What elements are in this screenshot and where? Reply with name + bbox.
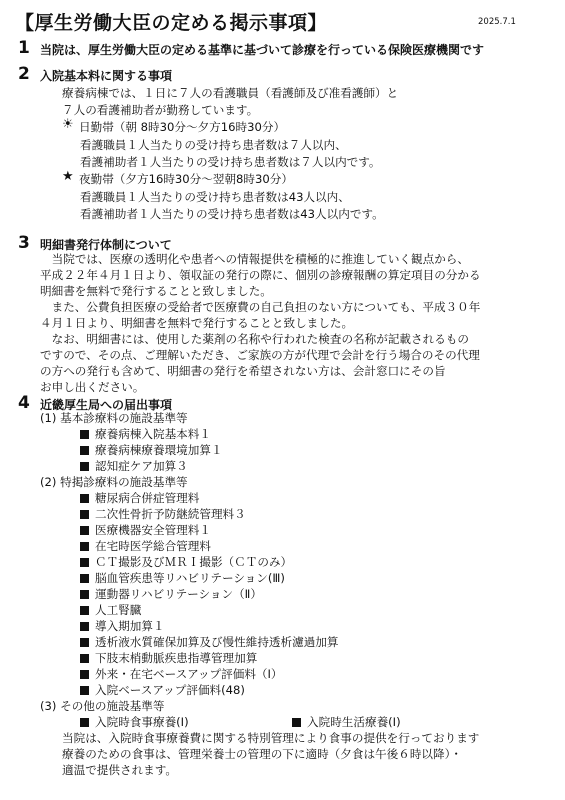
- day-shift-heading: 日勤帯（朝 8時30分～夕方16時30分）: [79, 120, 286, 134]
- square-bullet-icon: [80, 638, 89, 647]
- night-shift-line-2: 看護補助者１人当たりの受け持ち患者数は43人以内です。: [80, 207, 384, 221]
- section-2-title: 入院基本料に関する事項: [40, 69, 173, 83]
- square-bullet-icon: [80, 654, 89, 663]
- square-bullet-icon: [80, 670, 89, 679]
- square-bullet-icon: [80, 510, 89, 519]
- list-item: 療養病棟入院基本料１: [80, 426, 223, 442]
- square-bullet-icon: [80, 574, 89, 583]
- list-item: ＣＴ撮影及びＭＲＩ撮影（ＣＴのみ）: [80, 554, 338, 570]
- body-line: ４月１日より、明細書を無料で発行することと致しました。: [40, 316, 354, 330]
- section-3-body: [40, 251, 481, 395]
- night-shift-heading: 夜勤帯（夕方16時30分～翌朝8時30分）: [79, 172, 293, 186]
- square-bullet-icon: [80, 494, 89, 503]
- square-bullet-icon: [292, 718, 301, 727]
- section-2-intro-1: 療養病棟では、１日に７人の看護職員（看護師及び准看護師）と: [62, 86, 399, 100]
- list-item: 人工腎臓: [80, 602, 338, 618]
- body-line: なお、明細書には、使用した薬剤の名称や行われた検査の名称が記載されるもの: [40, 332, 469, 346]
- body-line: 明細書を無料で発行することと致しました。: [40, 284, 272, 298]
- body-line: 当院では、医療の透明化や患者への情報提供を積極的に推進していく観点から、: [40, 252, 469, 266]
- square-bullet-icon: [80, 686, 89, 695]
- sub-heading-2: (2) 特掲診療料の施設基準等: [40, 475, 188, 489]
- list-item: 脳血管疾患等リハビリテーション(Ⅲ): [80, 570, 338, 586]
- sun-icon: ☀: [62, 117, 74, 132]
- section-1-text: 当院は、厚生労働大臣の定める基準に基づいて診療を行っている保険医療機関です: [40, 43, 485, 57]
- section-4-number: 4: [18, 393, 30, 413]
- list-item: 透析液水質確保加算及び慢性維持透析濾過加算: [80, 634, 338, 650]
- sub-heading-1: (1) 基本診療料の施設基準等: [40, 411, 188, 425]
- body-line: また、公費負担医療の受給者で医療費の自己負担のない方についても、平成３０年: [40, 300, 481, 314]
- square-bullet-icon: [80, 606, 89, 615]
- star-icon: ★: [62, 169, 74, 184]
- list-special: [80, 490, 338, 698]
- body-line: 平成２２年４月１日より、領収証の発行の際に、個別の診療報酬の算定項目の分かる: [40, 268, 481, 282]
- page-title: 【厚生労働大臣の定める掲示事項】: [15, 12, 328, 34]
- section-1-number: 1: [18, 38, 30, 58]
- sub-heading-3: (3) その他の施設基準等: [40, 699, 165, 713]
- square-bullet-icon: [80, 622, 89, 631]
- list-item: 認知症ケア加算３: [80, 458, 223, 474]
- square-bullet-icon: [80, 542, 89, 551]
- body-line: お申し出ください。: [40, 380, 145, 394]
- square-bullet-icon: [80, 462, 89, 471]
- body-line: 適温で提供されます。: [62, 763, 178, 777]
- list-item: 入院時食事療養(Ⅰ): [80, 714, 189, 730]
- body-line: 療養のための食事は、管理栄養士の管理の下に適時（夕食は午後６時以降）・: [62, 747, 462, 761]
- list-basic: [80, 426, 223, 474]
- square-bullet-icon: [80, 558, 89, 567]
- list-item: 入院時生活療養(Ⅰ): [292, 714, 401, 730]
- list-item: 糖尿病合併症管理料: [80, 490, 338, 506]
- list-item: 在宅時医学総合管理料: [80, 538, 338, 554]
- body-line: ですので、その点、ご理解いただき、ご家族の方が代理で会計を行う場合のその代理: [40, 348, 480, 362]
- section-4-title: 近畿厚生局への届出事項: [40, 398, 173, 412]
- section-2-intro-2: ７人の看護補助者が勤務しています。: [62, 103, 259, 117]
- list-item: 入院ベースアップ評価料(48): [80, 682, 338, 698]
- body-line: 当院は、入院時食事療養費に関する特別管理により食事の提供を行っております: [62, 731, 480, 745]
- list-item: 下肢末梢動脈疾患指導管理加算: [80, 650, 338, 666]
- list-item: 二次性骨折予防継続管理料３: [80, 506, 338, 522]
- list-item: 外来・在宅ベースアップ評価料（Ⅰ）: [80, 666, 338, 682]
- square-bullet-icon: [80, 590, 89, 599]
- section-3-number: 3: [18, 233, 30, 253]
- square-bullet-icon: [80, 446, 89, 455]
- list-item: 運動器リハビリテーション（Ⅱ）: [80, 586, 338, 602]
- date: 2025.7.1: [478, 17, 516, 27]
- night-shift-line-1: 看護職員１人当たりの受け持ち患者数は43人以内、: [80, 190, 350, 204]
- square-bullet-icon: [80, 430, 89, 439]
- square-bullet-icon: [80, 718, 89, 727]
- list-item: 医療機器安全管理料１: [80, 522, 338, 538]
- section-2-number: 2: [18, 64, 30, 84]
- day-shift-line-2: 看護補助者１人当たりの受け持ち患者数は７人以内です。: [80, 155, 381, 169]
- list-item: 療養病棟療養環境加算１: [80, 442, 223, 458]
- day-shift-line-1: 看護職員１人当たりの受け持ち患者数は７人以内、: [80, 138, 347, 152]
- closing-text: [62, 730, 479, 778]
- section-3-title: 明細書発行体制について: [40, 238, 172, 252]
- list-item: 導入期加算１: [80, 618, 338, 634]
- square-bullet-icon: [80, 526, 89, 535]
- body-line: の方への発行も含めて、明細書の発行を希望されない方は、会計窓口にその旨: [40, 364, 446, 378]
